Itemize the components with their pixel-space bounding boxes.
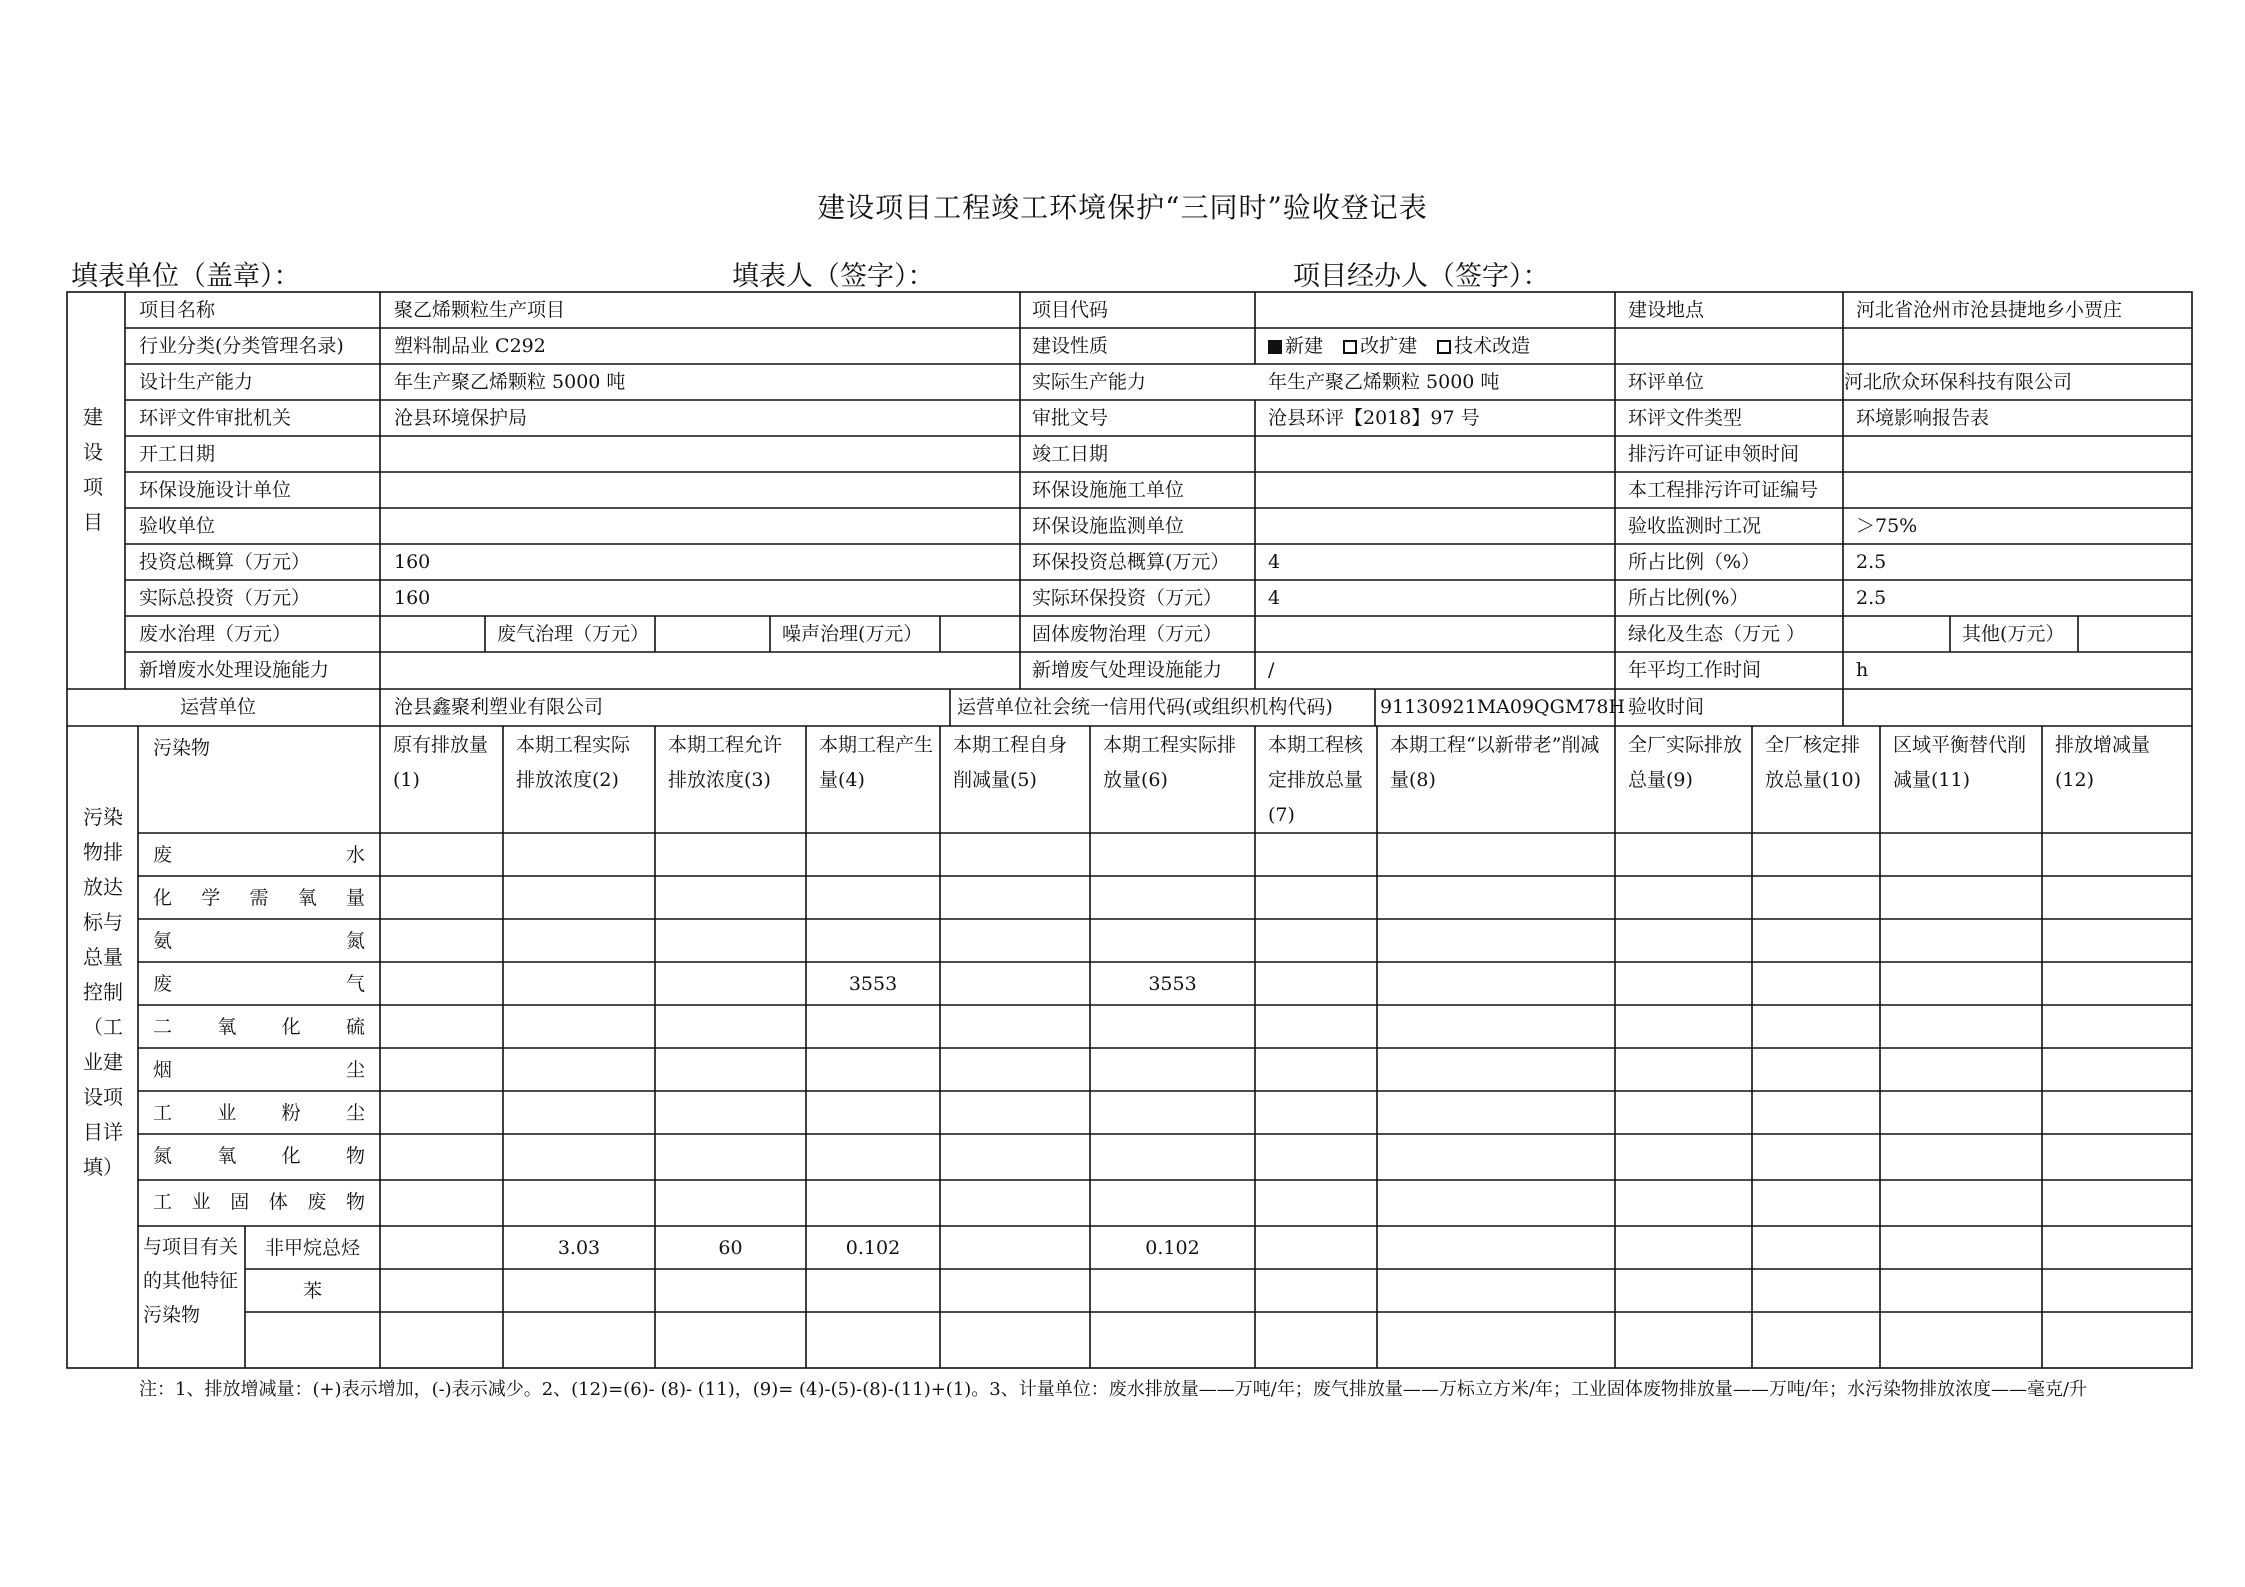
approve-org-label: 环评文件审批机关 [139,407,292,429]
site-value: 河北省沧州市沧县捷地乡小贾庄 [1856,299,2123,321]
finish-date-label: 竣工日期 [1032,443,1109,465]
col-12: 排放增减量(12) [2055,734,2151,791]
nature-expand-label: 改扩建 [1360,335,1418,357]
eia-unit-value: 河北欣众环保科技有限公司 [1844,371,2073,393]
other-pollutant-label: 苯 [302,1280,322,1302]
col-10: 全厂核定排放总量(10) [1765,734,1862,791]
actual-env-value: 4 [1268,587,1281,609]
operator-value: 沧县鑫聚利塑业有限公司 [394,696,604,718]
credit-code-label: 运营单位社会统一信用代码(或组织机构代码) [957,696,1333,718]
monitor-condition-value: ＞75% [1856,515,1918,537]
col-6: 本期工程实际排放量(6) [1103,734,1237,791]
project-name-value: 聚乙烯颗粒生产项目 [394,299,566,321]
section-construction-label: 建 设 项 目 [83,405,103,534]
ratio2-label: 所占比例(%） [1628,587,1749,609]
other-pollutant-value-cell: 60 [718,1237,743,1259]
nature-label: 建设性质 [1032,335,1109,357]
work-time-value: h [1856,659,1869,681]
env-invest-value: 4 [1268,551,1281,573]
pollutant-row-label: 二氧化硫 [153,1016,365,1038]
pollutant-row-label: 化学需氧量 [153,887,365,909]
work-time-label: 年平均工作时间 [1628,659,1762,681]
nature-tech-label: 技术改造 [1454,335,1531,357]
new-gas-capacity-label: 新增废气处理设施能力 [1032,659,1223,681]
manager-label: 项目经办人（签字）： [1293,261,1550,292]
design-capacity-label: 设计生产能力 [139,371,254,393]
approve-no-value: 沧县环评【2018】97 号 [1268,407,1480,429]
credit-code-value: 91130921MA09QGM78H [1380,696,1626,718]
col-9: 全厂实际排放总量(9) [1628,734,1743,791]
env-invest-label: 环保投资总概算(万元） [1032,551,1230,573]
col-4: 本期工程产生量(4) [819,734,934,791]
actual-invest-label: 实际总投资（万元） [139,587,311,609]
pollutant-row-label: 工业固体废物 [153,1191,365,1213]
actual-env-label: 实际环保投资（万元） [1032,587,1223,609]
monitor-unit-label: 环保设施监测单位 [1032,515,1185,537]
project-code-label: 项目代码 [1032,299,1109,321]
operator-label: 运营单位 [180,696,257,718]
monitor-condition-label: 验收监测时工况 [1628,515,1762,537]
pollutant-row-label: 废气 [153,973,365,995]
other-label: 其他(万元） [1962,623,2065,645]
start-date-label: 开工日期 [139,443,216,465]
eia-type-value: 环境影响报告表 [1856,407,1990,429]
site-label: 建设地点 [1628,299,1705,321]
pollutant-row-label: 氮氧化物 [153,1145,365,1167]
col-8: 本期工程“以新带老”削减量(8) [1390,734,1600,791]
col-pollutant: 污染物 [153,737,211,759]
other-pollutant-value-cell: 0.102 [1145,1237,1200,1259]
nature-expand-checkbox[interactable] [1343,340,1357,354]
solid-treat-label: 固体废物治理（万元） [1032,623,1223,645]
filler-label: 填表人（签字）： [732,261,935,292]
nature-new-label: 新建 [1285,335,1324,357]
ratio1-value: 2.5 [1856,551,1887,573]
nature-tech-checkbox[interactable] [1437,340,1451,354]
actual-invest-value: 160 [394,587,431,609]
permit-no-label: 本工程排污许可证编号 [1628,479,1819,501]
accept-time-label: 验收时间 [1628,696,1705,718]
eia-type-label: 环评文件类型 [1628,407,1743,429]
facility-build-label: 环保设施施工单位 [1032,479,1185,501]
design-capacity-value: 年生产聚乙烯颗粒 5000 吨 [394,371,626,393]
permit-time-label: 排污许可证申领时间 [1628,443,1800,465]
industry-value: 塑料制品业 C292 [394,335,546,357]
col-2: 本期工程实际排放浓度(2) [516,734,631,791]
other-pollutants-group-label: 与项目有关的其他特征污染物 [143,1236,239,1326]
approve-org-value: 沧县环境保护局 [394,407,528,429]
col-1: 原有排放量(1) [393,734,489,791]
actual-capacity-label: 实际生产能力 [1032,371,1147,393]
new-water-capacity-label: 新增废水处理设施能力 [139,659,330,681]
filling-unit-label: 填表单位（盖章）： [71,261,301,292]
green-label: 绿化及生态（万元 ） [1628,623,1806,645]
pollutant-value-cell: 3553 [1148,973,1197,995]
actual-capacity-value: 年生产聚乙烯颗粒 5000 吨 [1268,371,1500,393]
invest-total-value: 160 [394,551,431,573]
col-11: 区域平衡替代削减量(11) [1893,734,2027,791]
pollutant-row-label: 工业粉尘 [153,1102,365,1124]
industry-label: 行业分类(分类管理名录) [139,335,344,357]
nature-new-checkbox[interactable] [1268,340,1282,354]
pollutant-row-label: 烟尘 [153,1059,365,1081]
form-title: 建设项目工程竣工环境保护“三同时”验收登记表 [817,191,1428,224]
new-gas-capacity-value: / [1268,659,1275,681]
other-pollutant-value-cell: 0.102 [845,1237,901,1259]
col-5: 本期工程自身削减量(5) [953,734,1068,791]
col-3: 本期工程允许排放浓度(3) [668,734,783,791]
pollutant-row-label: 氨氮 [153,930,365,952]
project-name-label: 项目名称 [139,299,216,321]
footnote: 注：1、排放增减量：(+)表示增加，(-)表示减少。2、(12)=(6)- (8)- (11)，(9)= (4)-(5)-(8)-(11)+(1)。3、计量单位：废水排放量——万吨/年；废气排放量——万标立方米/年；工业固体废物排放量——万吨/年；水污染物排放浓度——毫克/升 [139,1379,2088,1400]
ratio1-label: 所占比例（%） [1628,551,1761,573]
water-treat-label: 废水治理（万元） [139,623,292,645]
facility-design-label: 环保设施设计单位 [139,479,292,501]
accept-unit-label: 验收单位 [139,515,216,537]
pollutant-value-cell: 3553 [848,973,898,995]
other-pollutant-value-cell: 3.03 [557,1237,601,1259]
section-pollutant-label: 污染物排放达标与总量控制（工业建设项目详填） [83,805,123,1179]
ratio2-value: 2.5 [1856,587,1887,609]
col-7: 本期工程核定排放总量(7) [1268,734,1364,826]
approve-no-label: 审批文号 [1032,407,1109,429]
eia-unit-label: 环评单位 [1628,371,1705,393]
gas-treat-label: 废气治理（万元） [497,623,650,645]
other-pollutant-label: 非甲烷总烃 [264,1237,360,1259]
noise-treat-label: 噪声治理(万元） [782,623,923,645]
invest-total-label: 投资总概算（万元） [139,551,311,573]
nature-options [1268,334,1530,358]
pollutant-row-label: 废水 [153,844,365,866]
